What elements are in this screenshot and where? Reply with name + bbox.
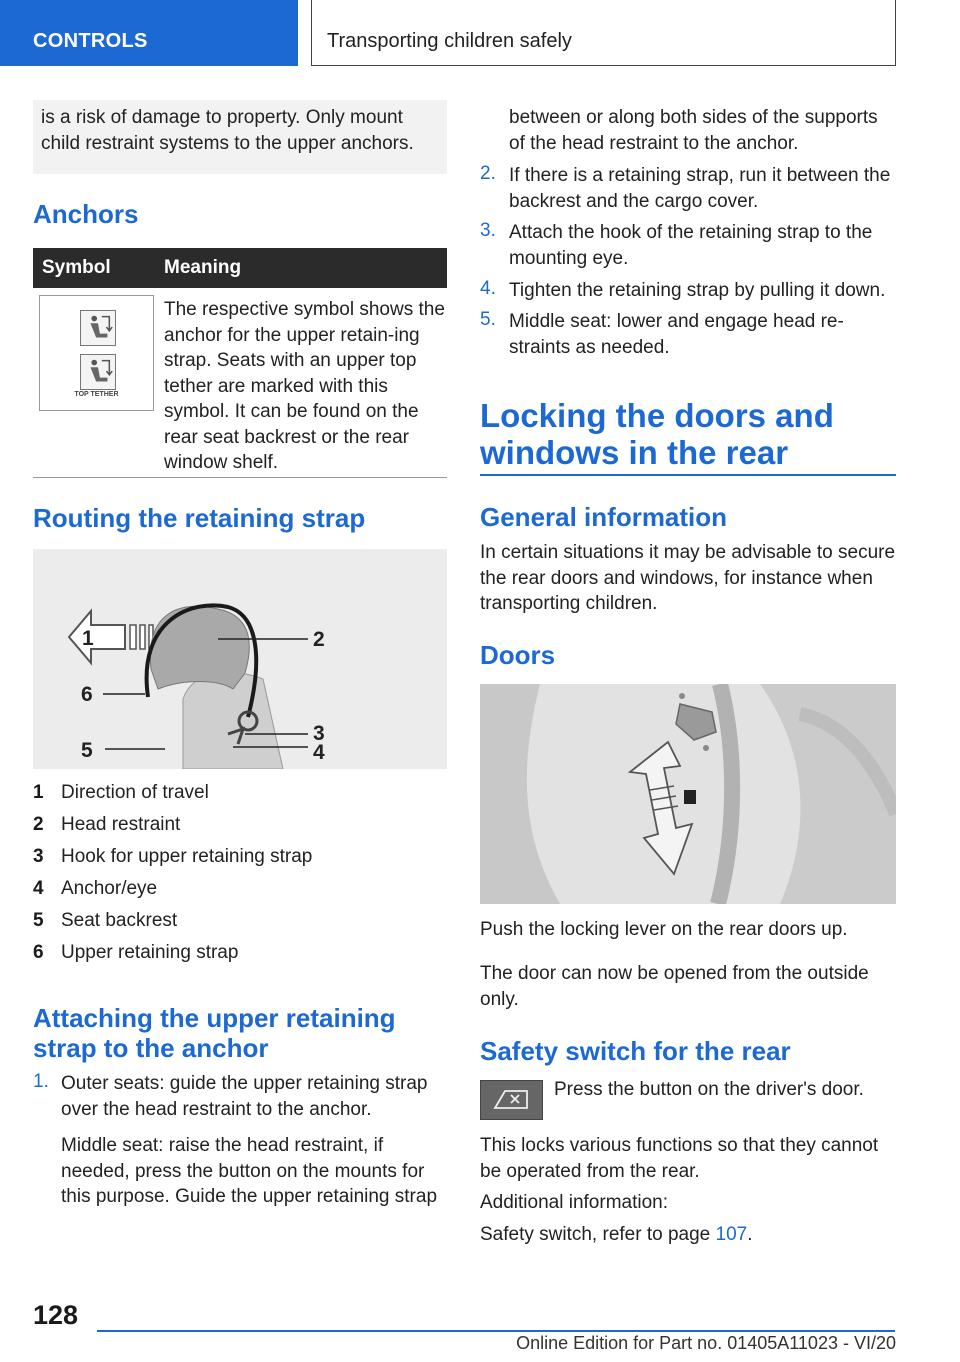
callout-3: 3 [313, 722, 325, 745]
safety-switch-button [480, 1080, 543, 1120]
doors-heading: Doors [480, 640, 556, 670]
routing-legend [33, 782, 447, 972]
chapter-header [311, 0, 896, 66]
section-tab [0, 0, 298, 66]
routing-heading: Routing the retaining strap [33, 503, 366, 533]
table-row [33, 288, 447, 478]
window-lock-icon [481, 1081, 541, 1118]
table-header [33, 248, 447, 288]
list-item: 1 Direction of travel [33, 782, 209, 803]
page-reference-link[interactable]: 107 [715, 1224, 748, 1245]
note-text: is a risk of damage to property. Only mount child restraint systems to the upper anchors. [41, 107, 414, 154]
door-lever-illustration [480, 684, 896, 904]
heading-rule [480, 474, 896, 476]
door-lock-lever-photo [480, 684, 896, 904]
safety-switch-heading: Safety switch for the rear [480, 1036, 791, 1066]
step-1-middle-seat: Middle seat: raise the head restraint, if needed, press the button on the mounts for this purpose. Guide the upper retaining strap [61, 1135, 438, 1207]
list-item: 3 Hook for upper retaining strap [33, 846, 313, 867]
strap-routing-diagram [33, 549, 447, 769]
step-2-number: 2. [480, 163, 496, 184]
step-1-number: 1. [33, 1071, 49, 1092]
step-1-text: Outer seats: guide the upper retaining strap over the head restraint to the anchor. [61, 1073, 428, 1120]
step-5-number: 5. [480, 309, 496, 330]
col-meaning-header: Meaning [164, 257, 242, 278]
list-item: 4 Anchor/eye [33, 878, 158, 899]
general-info-heading: General information [480, 502, 728, 532]
routing-illustration [33, 549, 447, 769]
step-1-middle-seat-continued: between or along both sides of the supports of the head restraint to the anchor. [509, 107, 878, 154]
anchor-symbol-table [33, 248, 447, 478]
attaching-heading: Attaching the upper retaining strap to the anchor [33, 1003, 396, 1063]
doors-result: The door can now be opened from the outside only. [480, 963, 869, 1010]
anchors-heading: Anchors [33, 199, 139, 229]
step-4-text: Tighten the retaining strap by pulling it down. [509, 280, 886, 301]
safety-switch-description: This locks various functions so that they cannot be operated from the rear. [480, 1135, 879, 1182]
locking-heading: Locking the doors and windows in the rear [480, 397, 834, 471]
symbol-meaning: The respective symbol shows the anchor for the upper retain-ing strap. Seats with an upper top tether are marked with this symbol. It can be found on the rear seat backrest or the rear window shelf. [164, 299, 445, 473]
safety-switch-instruction: Press the button on the driver's door. [554, 1079, 864, 1100]
additional-info-label: Additional information: [480, 1192, 668, 1213]
callout-1: 1 [82, 627, 94, 650]
callout-6: 6 [81, 683, 93, 706]
page-number: 128 [33, 1300, 79, 1330]
warning-note-continuation [33, 100, 447, 174]
footer-rule [97, 1330, 895, 1332]
step-4-number: 4. [480, 278, 496, 299]
step-3-number: 3. [480, 220, 496, 241]
list-item: 2 Head restraint [33, 814, 181, 835]
step-3-text: Attach the hook of the retaining strap to the mounting eye. [509, 222, 873, 269]
step-2-text: If there is a retaining strap, run it between the backrest and the cargo cover. [509, 165, 891, 212]
footer-edition: Online Edition for Part no. 01405A11023 - VI/20 [516, 1333, 896, 1353]
top-tether-symbol [39, 295, 154, 411]
callout-5: 5 [81, 739, 93, 762]
callout-2: 2 [313, 628, 325, 651]
child-seat-anchor-icon [80, 310, 116, 346]
callout-4: 4 [313, 741, 325, 764]
section-title: CONTROLS [33, 30, 148, 52]
list-item: 5 Seat backrest [33, 910, 178, 931]
chapter-title: Transporting children safely [327, 30, 572, 52]
step-5-text: Middle seat: lower and engage head re- straints as needed. [509, 311, 844, 358]
general-info-text: In certain situations it may be advisable to secure the rear doors and windows, for instance when transporting children. [480, 542, 896, 614]
col-symbol-header: Symbol [42, 257, 111, 278]
top-tether-caption: TOP TETHER [74, 391, 119, 398]
doors-instruction: Push the locking lever on the rear doors up. [480, 919, 848, 940]
child-seat-anchor-icon [80, 354, 116, 390]
list-item: 6 Upper retaining strap [33, 942, 239, 963]
page-reference: Safety switch, refer to page 107. [480, 1224, 753, 1245]
